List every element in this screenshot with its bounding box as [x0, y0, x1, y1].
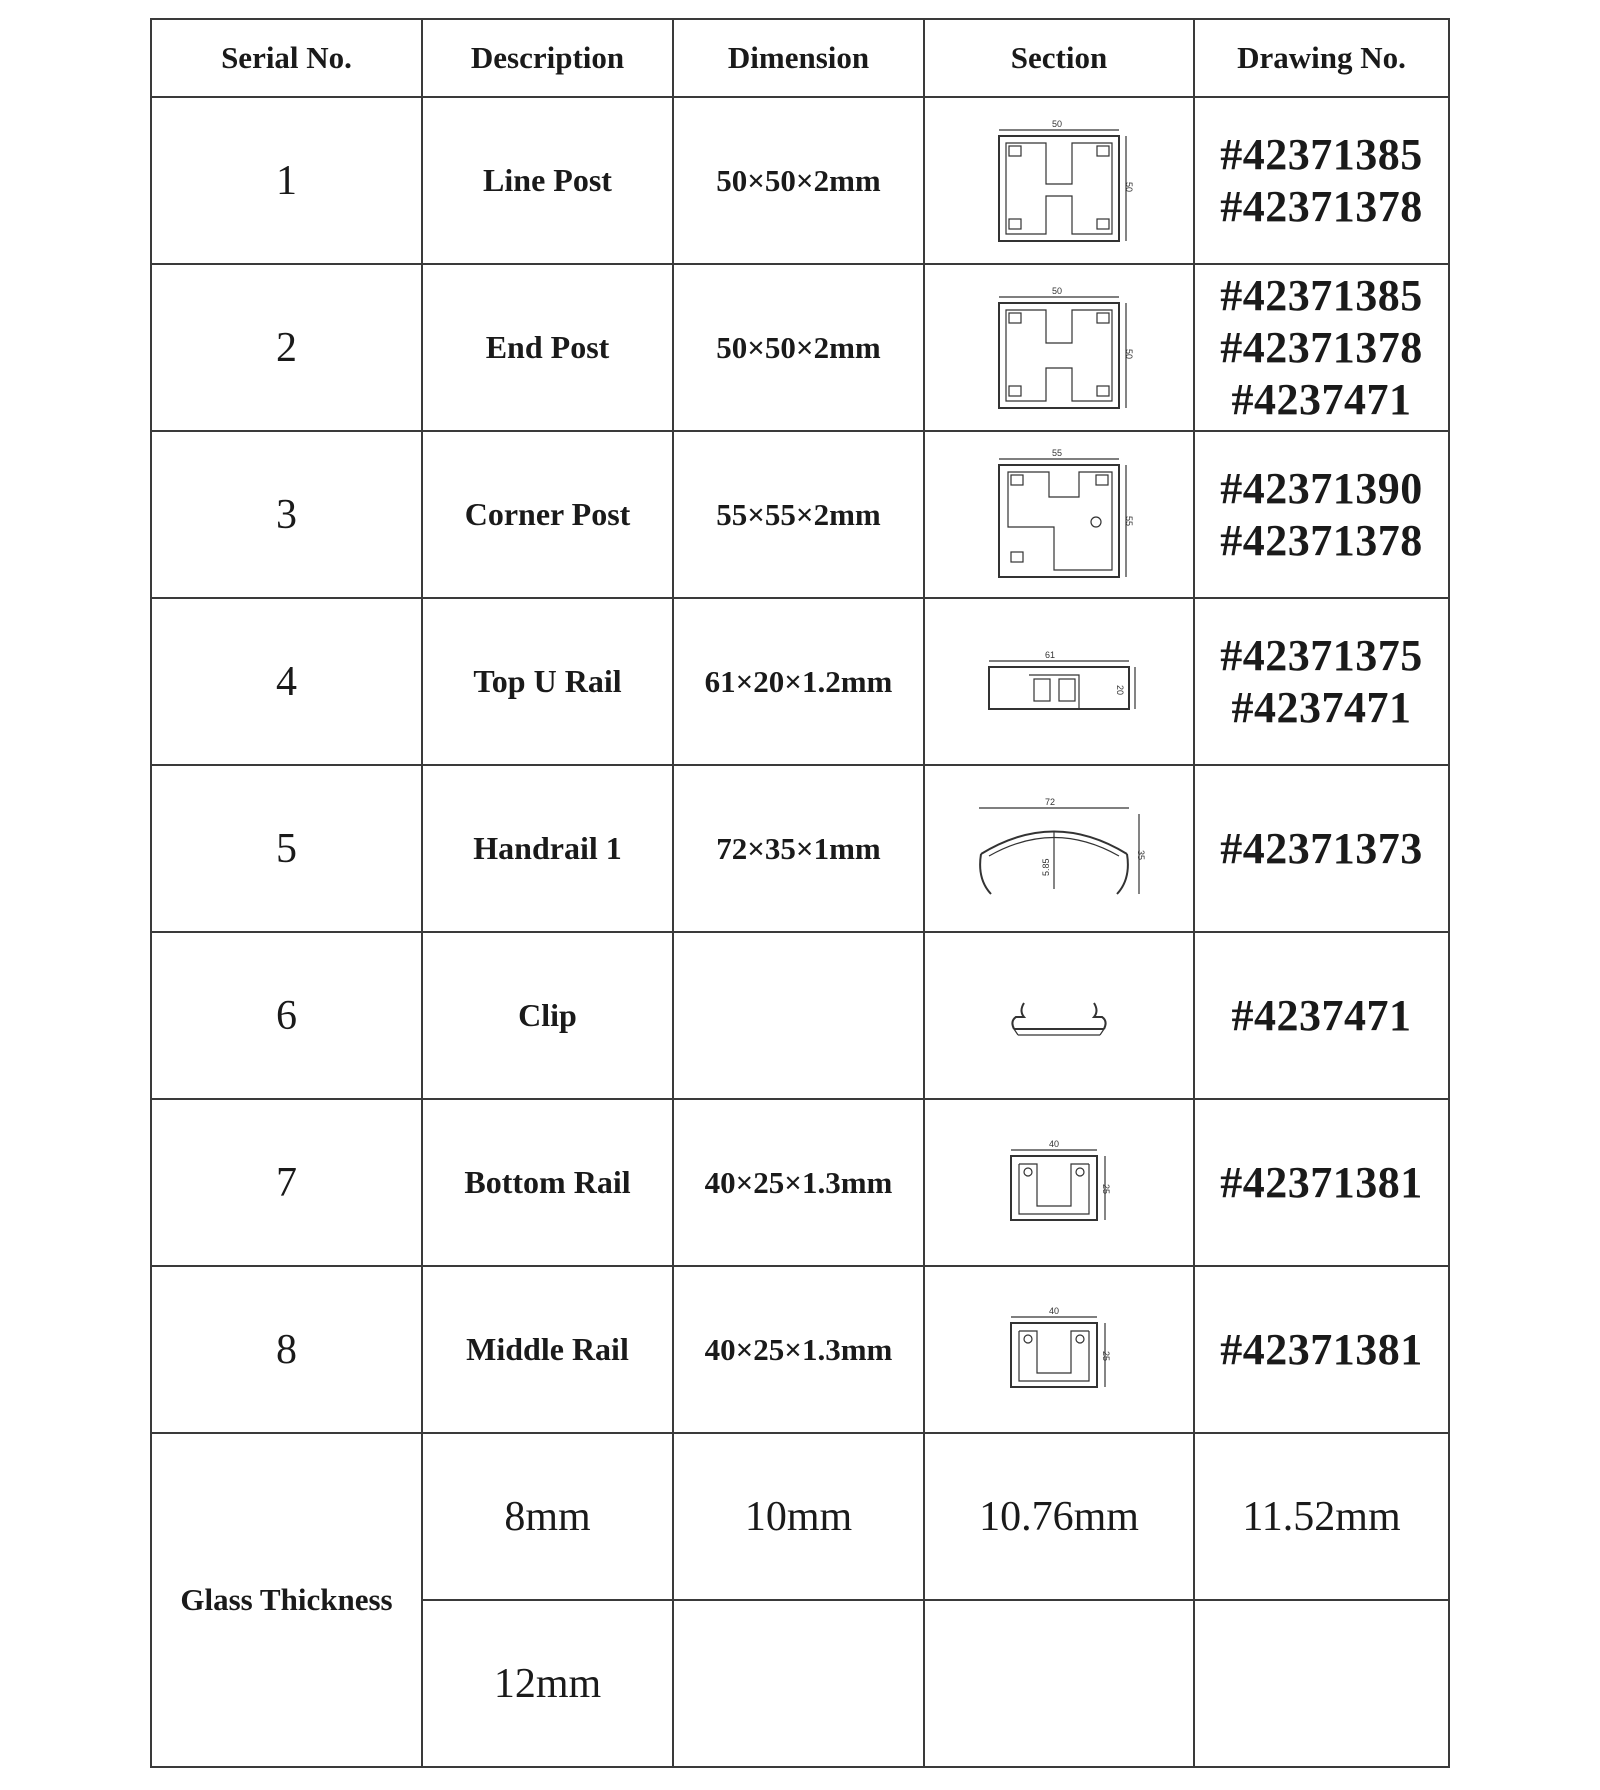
- description-cell: Bottom Rail: [422, 1099, 673, 1266]
- section-dim-radius: 5.85: [1041, 857, 1051, 876]
- section-dim-width: 55: [1052, 448, 1063, 458]
- section-dim-width: 72: [1045, 796, 1056, 807]
- dimension-cell: 40×25×1.3mm: [673, 1266, 924, 1433]
- section-dim-height: 35: [1136, 849, 1146, 860]
- section-cell: [924, 765, 1194, 932]
- table-row: [151, 97, 1449, 264]
- glass-value: 8mm: [422, 1433, 673, 1600]
- empty-cell: [1194, 1600, 1449, 1767]
- section-cell: [924, 1266, 1194, 1433]
- section-dim-width: 40: [1049, 1138, 1060, 1149]
- u-rail-profile-icon: [979, 647, 1139, 717]
- header-row: [151, 19, 1449, 97]
- drawing-cell: [1194, 932, 1449, 1099]
- drawing-cell: [1194, 1099, 1449, 1266]
- drawing-number: #42371385: [1220, 129, 1423, 179]
- table-row: [151, 1266, 1449, 1433]
- handrail-profile-icon: [969, 794, 1149, 904]
- section-dim-height: 20: [1115, 684, 1125, 695]
- dimension-cell: 40×25×1.3mm: [673, 1099, 924, 1266]
- header-dimension: Dimension: [673, 19, 924, 97]
- drawing-number: #42371378: [1220, 322, 1423, 372]
- table-row: [151, 431, 1449, 598]
- drawing-cell: [1194, 97, 1449, 264]
- table-row: [151, 264, 1449, 431]
- serial-cell: 8: [151, 1266, 422, 1433]
- section-dim-width: 50: [1052, 118, 1063, 129]
- section-dim-height: 50: [1124, 348, 1134, 359]
- drawing-cell: [1194, 598, 1449, 765]
- glass-row: [151, 1433, 1449, 1600]
- drawing-number: #42371375: [1220, 630, 1423, 680]
- serial-cell: 3: [151, 431, 422, 598]
- dimension-cell: 50×50×2mm: [673, 97, 924, 264]
- drawing-number: #42371373: [1220, 823, 1423, 873]
- description-cell: Middle Rail: [422, 1266, 673, 1433]
- drawing-number: #42371390: [1220, 463, 1423, 513]
- channel-profile-icon: [999, 1305, 1119, 1395]
- description-cell: End Post: [422, 264, 673, 431]
- serial-cell: 4: [151, 598, 422, 765]
- section-dim-width: 50: [1052, 285, 1063, 296]
- table-row: [151, 932, 1449, 1099]
- glass-value: 12mm: [422, 1600, 673, 1767]
- serial-cell: 6: [151, 932, 422, 1099]
- serial-cell: 5: [151, 765, 422, 932]
- glass-value: 10.76mm: [924, 1433, 1194, 1600]
- section-dim-width: 61: [1045, 649, 1056, 660]
- serial-cell: 7: [151, 1099, 422, 1266]
- drawing-number: #4237471: [1231, 990, 1412, 1040]
- section-cell: [924, 932, 1194, 1099]
- header-section: Section: [924, 19, 1194, 97]
- header-serial: Serial No.: [151, 19, 422, 97]
- drawing-number: #4237471: [1231, 682, 1412, 732]
- drawing-cell: [1194, 431, 1449, 598]
- glass-thickness-label: Glass Thickness: [151, 1433, 422, 1767]
- dimension-cell: 61×20×1.2mm: [673, 598, 924, 765]
- drawing-number: #4237471: [1231, 374, 1412, 424]
- drawing-cell: [1194, 264, 1449, 431]
- section-cell: [924, 431, 1194, 598]
- dimension-cell: 55×55×2mm: [673, 431, 924, 598]
- drawing-cell: [1194, 1266, 1449, 1433]
- section-cell: [924, 1099, 1194, 1266]
- serial-cell: 2: [151, 264, 422, 431]
- section-dim-height: 25: [1101, 1183, 1111, 1194]
- table-row: [151, 598, 1449, 765]
- empty-cell: [924, 1600, 1194, 1767]
- section-dim-height: 25: [1101, 1350, 1111, 1361]
- serial-cell: 1: [151, 97, 422, 264]
- dimension-cell: 72×35×1mm: [673, 765, 924, 932]
- spec-table: [150, 18, 1450, 1768]
- section-cell: [924, 598, 1194, 765]
- description-cell: Clip: [422, 932, 673, 1099]
- section-dim-height: 55: [1124, 516, 1134, 527]
- section-cell: [924, 264, 1194, 431]
- drawing-number: #42371381: [1220, 1157, 1423, 1207]
- dimension-cell: [673, 932, 924, 1099]
- description-cell: Handrail 1: [422, 765, 673, 932]
- description-cell: Line Post: [422, 97, 673, 264]
- drawing-number: #42371381: [1220, 1324, 1423, 1374]
- description-cell: Top U Rail: [422, 598, 673, 765]
- h-profile-icon: [984, 283, 1134, 413]
- drawing-cell: [1194, 765, 1449, 932]
- section-dim-height: 50: [1124, 181, 1134, 192]
- h-profile-icon: [984, 116, 1134, 246]
- dimension-cell: 50×50×2mm: [673, 264, 924, 431]
- empty-cell: [673, 1600, 924, 1767]
- header-drawing: Drawing No.: [1194, 19, 1449, 97]
- channel-profile-icon: [999, 1138, 1119, 1228]
- section-cell: [924, 97, 1194, 264]
- clip-profile-icon: [1004, 991, 1114, 1041]
- header-description: Description: [422, 19, 673, 97]
- corner-profile-icon: [984, 447, 1134, 582]
- table-row: [151, 1099, 1449, 1266]
- description-cell: Corner Post: [422, 431, 673, 598]
- glass-value: 11.52mm: [1194, 1433, 1449, 1600]
- section-dim-width: 40: [1049, 1305, 1060, 1316]
- drawing-number: #42371378: [1220, 181, 1423, 231]
- glass-value: 10mm: [673, 1433, 924, 1600]
- table-row: [151, 765, 1449, 932]
- drawing-number: #42371378: [1220, 515, 1423, 565]
- drawing-number: #42371385: [1220, 270, 1423, 320]
